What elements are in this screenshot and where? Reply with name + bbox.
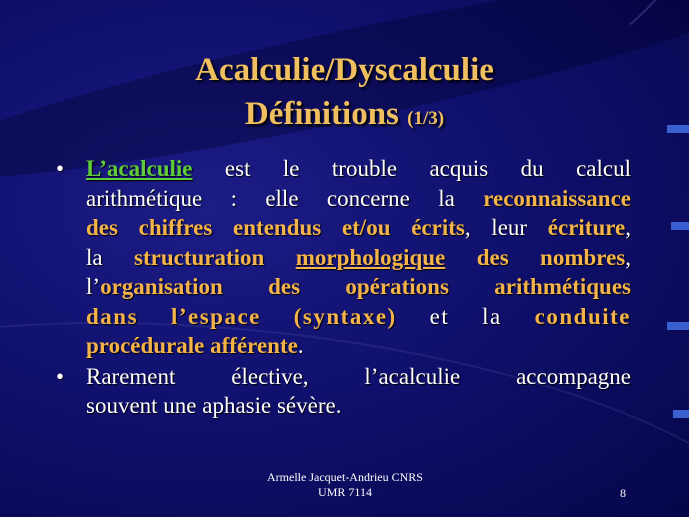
highlight-text: des chiffres entendus et/ou écrits — [86, 215, 465, 240]
page-number: 8 — [620, 486, 626, 500]
footer-author: Armelle Jacquet-Andrieu CNRS — [267, 470, 423, 484]
highlight-text: des nombres — [445, 244, 626, 270]
text-line: souvent une aphasie sévère. — [86, 393, 342, 418]
text-span: , — [625, 215, 631, 240]
title-line-2 — [0, 92, 689, 141]
bullet-icon: • — [56, 363, 65, 389]
text-span: . — [297, 333, 304, 358]
text-span: l’ — [86, 274, 101, 299]
decorative-bar — [671, 222, 689, 230]
text-line — [86, 302, 631, 332]
text-span: arithmétique : elle concerne la — [86, 185, 484, 211]
title-line-1: Acalculie/Dyscalculie — [195, 52, 494, 88]
text-line — [86, 243, 631, 273]
text-line — [86, 272, 631, 302]
highlight-text: conduite — [534, 303, 631, 329]
footer-unit: UMR 7114 — [318, 485, 372, 499]
title-definitions: Définitions — [244, 96, 399, 132]
text-line — [86, 213, 631, 243]
text-line — [86, 331, 631, 361]
bullet-item-1 — [56, 154, 631, 361]
text-span: est le trouble acquis du calcul — [192, 156, 631, 181]
decorative-bar — [667, 322, 689, 330]
text-span: et la — [396, 303, 535, 329]
decorative-bar — [673, 410, 689, 418]
text-span: la — [86, 244, 135, 270]
highlight-text: organisation des opérations arithmétiques — [100, 274, 631, 299]
highlight-text: procédurale afférente — [86, 333, 298, 358]
bullet-icon: • — [56, 156, 65, 181]
highlight-text: reconnaissance — [483, 185, 631, 211]
text-line — [86, 154, 631, 184]
highlight-text: écriture — [547, 215, 626, 240]
slide-footer — [200, 470, 490, 500]
text-line — [86, 184, 631, 214]
text-span: , leur — [464, 215, 548, 240]
slide-body — [56, 154, 631, 422]
bullet-item-2 — [56, 362, 631, 421]
highlight-text: structuration — [134, 244, 296, 270]
text-span: , — [625, 244, 631, 270]
text-line: Rarement élective, l’acalculie accompagne — [86, 363, 631, 389]
highlight-text: dans l’espace (syntaxe) — [86, 303, 397, 329]
title-part-indicator: (1/3) — [407, 108, 445, 129]
term-acalculie: L’acalculie — [86, 156, 193, 181]
highlight-underlined-text: morphologique — [295, 244, 446, 270]
slide-title — [0, 48, 689, 141]
